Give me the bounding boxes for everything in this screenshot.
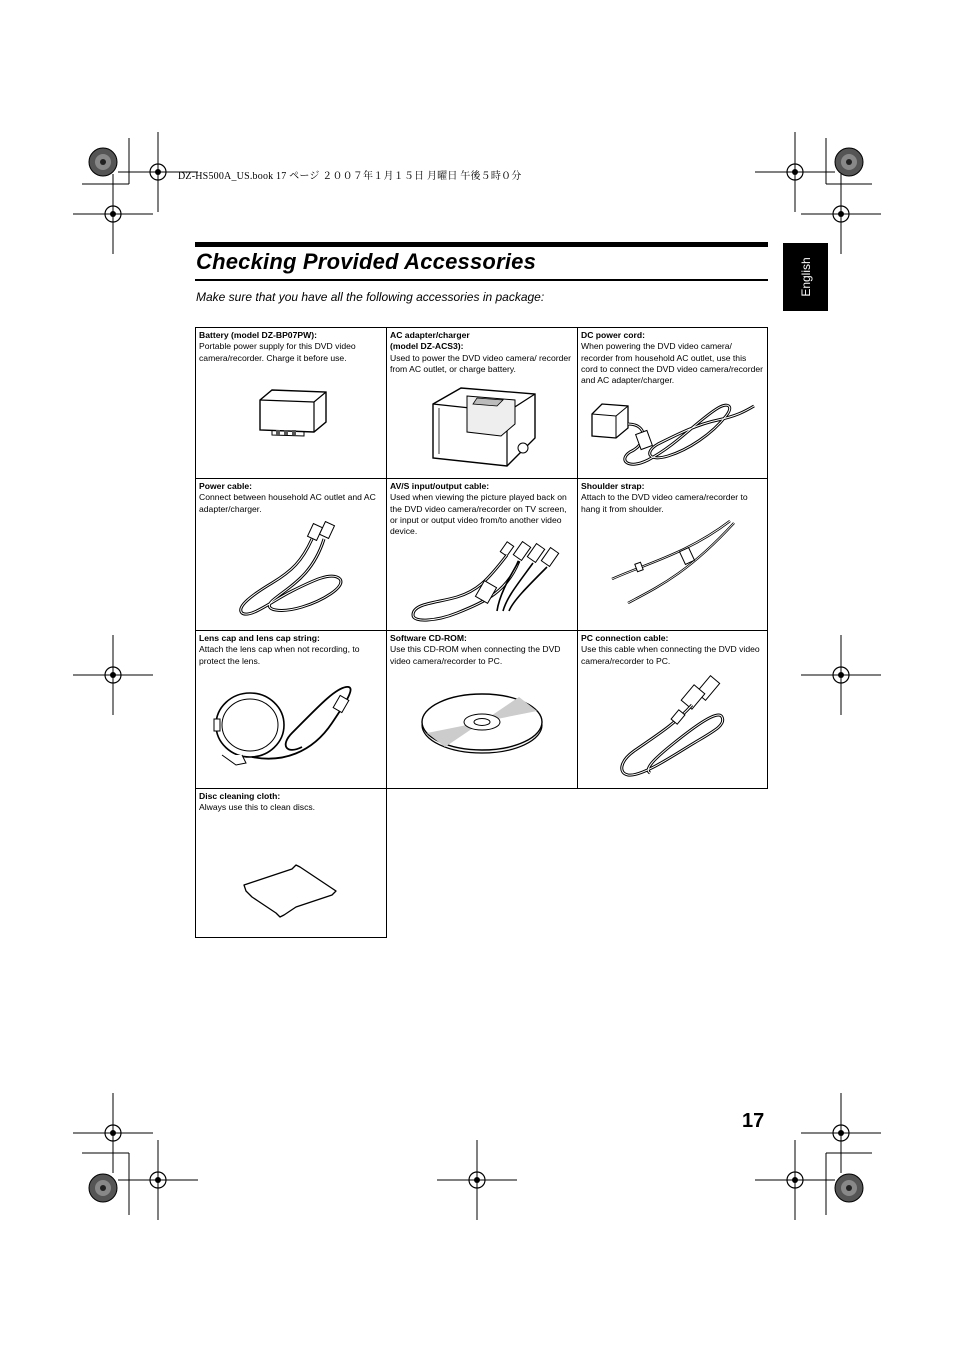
language-tab-label: English bbox=[798, 257, 813, 297]
power-cable-icon bbox=[232, 521, 352, 621]
accessory-cleaning-cloth bbox=[195, 788, 387, 938]
dc-power-cord-icon bbox=[588, 394, 760, 470]
cleaning-cloth-icon bbox=[240, 861, 340, 921]
accessory-description: Use this cable when connecting the DVD video camera/recorder to PC. bbox=[581, 644, 760, 666]
shoulder-strap-icon bbox=[608, 517, 738, 607]
accessory-name: Software CD-ROM: bbox=[390, 633, 467, 643]
accessory-description: Use this CD-ROM when connecting the DVD video camera/recorder to PC. bbox=[390, 644, 561, 666]
page-number: 17 bbox=[742, 1110, 765, 1132]
accessory-name: Lens cap and lens cap string: bbox=[199, 633, 320, 643]
cd-rom-icon bbox=[419, 689, 545, 755]
accessory-name: Battery (model DZ-BP07PW): bbox=[199, 330, 317, 340]
accessory-description: Always use this to clean discs. bbox=[199, 802, 316, 813]
accessory-description: Used to power the DVD video camera/ recorder from AC outlet, or charge battery. bbox=[390, 352, 572, 374]
accessory-cd-rom bbox=[386, 630, 578, 789]
accessory-name: AC adapter/charger (model DZ-ACS3): bbox=[390, 330, 470, 352]
accessory-description: Portable power supply for this DVD video camera/recorder. Charge it before use. bbox=[199, 341, 356, 363]
av-cable-icon bbox=[407, 541, 567, 623]
accessory-name: Disc cleaning cloth: bbox=[199, 791, 281, 801]
accessory-description: Connect between household AC outlet and AC adapter/charger. bbox=[199, 492, 376, 514]
accessory-description: Attach the lens cap when not recording, to protect the lens. bbox=[199, 644, 360, 666]
accessory-lens-cap bbox=[195, 630, 387, 789]
accessory-name: Power cable: bbox=[199, 481, 253, 491]
accessory-shoulder-strap bbox=[577, 478, 768, 631]
battery-icon bbox=[254, 386, 334, 438]
accessory-description: When powering the DVD video camera/ recorder from household AC outlet, use this cord to connect the DVD video camera/recorder and AC adapter/charger. bbox=[581, 341, 763, 386]
lens-cap-icon bbox=[212, 683, 372, 769]
print-info-header: DZ-HS500A_US.book 17 ページ ２００７年１月１５日 月曜日 午後５時０分 bbox=[178, 171, 522, 182]
page-title: Checking Provided Accessories bbox=[196, 249, 537, 274]
accessory-name: DC power cord: bbox=[581, 330, 645, 340]
title-rule-bottom bbox=[195, 279, 768, 281]
intro-text: Make sure that you have all the following accessories in package: bbox=[196, 290, 545, 304]
pc-cable-icon bbox=[614, 673, 734, 783]
accessory-power-cable bbox=[195, 478, 387, 631]
accessory-name: PC connection cable: bbox=[581, 633, 669, 643]
accessory-name: Shoulder strap: bbox=[581, 481, 645, 491]
accessory-name: AV/S input/output cable: bbox=[390, 481, 490, 491]
accessory-battery bbox=[195, 327, 387, 479]
title-rule-top bbox=[195, 242, 768, 247]
accessory-description: Used when viewing the picture played back on the DVD video camera/recorder on TV screen, or input or output video from/to another video device. bbox=[390, 492, 567, 537]
accessory-dc-power-cord bbox=[577, 327, 768, 479]
accessory-ac-adapter bbox=[386, 327, 578, 479]
ac-adapter-icon bbox=[431, 384, 541, 472]
accessory-pc-cable bbox=[577, 630, 768, 789]
accessory-description: Attach to the DVD video camera/recorder to hang it from shoulder. bbox=[581, 492, 748, 514]
accessory-av-cable bbox=[386, 478, 578, 631]
language-tab[interactable] bbox=[783, 243, 828, 311]
